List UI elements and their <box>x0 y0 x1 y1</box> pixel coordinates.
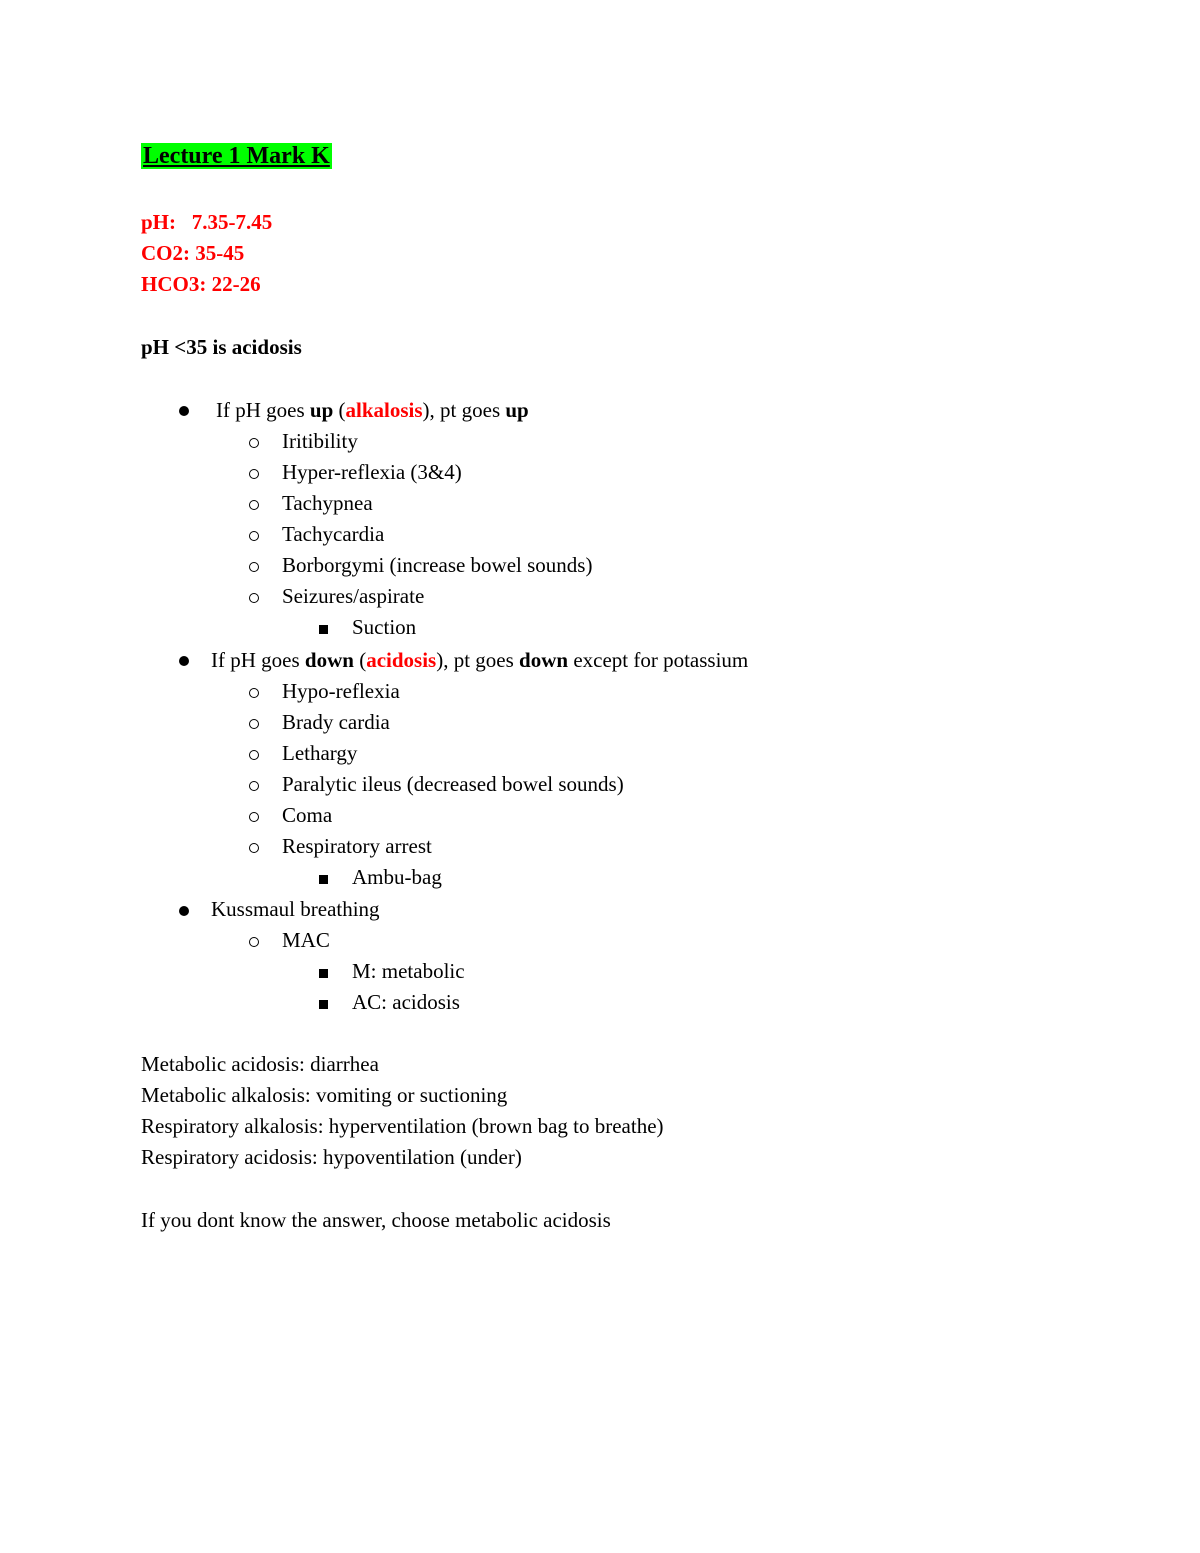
title-line <box>141 143 332 169</box>
sub-item: Brady cardia <box>282 710 390 734</box>
text-up: up <box>505 398 529 422</box>
page-title: Lecture 1 Mark K <box>143 143 330 169</box>
text-down: down <box>304 648 354 672</box>
sub-item: MAC <box>282 928 330 952</box>
sub-bullet-circle-icon <box>249 531 259 541</box>
sub-item: Tachycardia <box>282 522 385 546</box>
text-segment: ( <box>333 398 346 422</box>
sub-bullet-circle-icon <box>249 781 259 791</box>
bullet-kussmaul: Kussmaul breathing <box>211 897 380 921</box>
sub-bullet-circle-icon <box>249 719 259 729</box>
sub-bullet-circle-icon <box>249 812 259 822</box>
text-acidosis: acidosis <box>366 648 437 672</box>
sub-sub-bullet-square-icon <box>319 1000 328 1009</box>
bullet-disc-icon <box>179 406 189 416</box>
sub-bullet-circle-icon <box>249 469 259 479</box>
sub-sub-bullet-square-icon <box>319 875 328 884</box>
sub-item: Hypo-reflexia <box>282 679 400 703</box>
sub-item: Respiratory arrest <box>282 834 432 858</box>
sub-bullet-circle-icon <box>249 562 259 572</box>
sub-sub-item: Ambu-bag <box>352 865 442 889</box>
sub-item: Hyper-reflexia (3&4) <box>282 460 462 484</box>
sub-sub-bullet-square-icon <box>319 969 328 978</box>
text-alkalosis: alkalosis <box>345 398 423 422</box>
cause-line: Respiratory alkalosis: hyperventilation (brown bag to breathe) <box>141 1114 664 1138</box>
text-segment: except for potassium <box>568 648 749 672</box>
ph-range: pH: 7.35-7.45 <box>141 210 273 234</box>
bullet-disc-icon <box>179 906 189 916</box>
sub-bullet-circle-icon <box>249 937 259 947</box>
co2-range: CO2: 35-45 <box>141 241 245 265</box>
sub-sub-item: M: metabolic <box>352 959 465 983</box>
bullet-acidosis <box>211 647 748 673</box>
sub-bullet-circle-icon <box>249 500 259 510</box>
text-segment: ( <box>353 648 367 672</box>
cause-line: Respiratory acidosis: hypoventilation (under) <box>141 1145 522 1169</box>
sub-item: Lethargy <box>282 741 358 765</box>
sub-item: Seizures/aspirate <box>282 584 425 608</box>
sub-item: Coma <box>282 803 333 827</box>
text-segment: If pH goes <box>211 648 305 672</box>
sub-item: Borborgymi (increase bowel sounds) <box>282 553 593 577</box>
sub-item: Iritibility <box>282 429 358 453</box>
text-segment: ), pt goes <box>422 398 506 422</box>
text-up: up <box>309 398 334 422</box>
sub-bullet-circle-icon <box>249 438 259 448</box>
text-down: down <box>519 648 569 672</box>
sub-item: Paralytic ileus (decreased bowel sounds) <box>282 772 624 796</box>
tip-line: If you dont know the answer, choose metabolic acidosis <box>141 1208 611 1232</box>
sub-sub-item: AC: acidosis <box>352 990 460 1014</box>
sub-item: Tachypnea <box>282 491 373 515</box>
sub-bullet-circle-icon <box>249 688 259 698</box>
sub-bullet-circle-icon <box>249 843 259 853</box>
text-segment: ), pt goes <box>436 648 520 672</box>
cause-line: Metabolic alkalosis: vomiting or suctioning <box>141 1083 508 1107</box>
text-segment: If pH goes <box>216 398 310 422</box>
cause-line: Metabolic acidosis: diarrhea <box>141 1052 379 1076</box>
sub-sub-item: Suction <box>352 615 417 639</box>
bullet-disc-icon <box>179 656 189 666</box>
sub-sub-bullet-square-icon <box>319 625 328 634</box>
sub-bullet-circle-icon <box>249 593 259 603</box>
acidosis-rule: pH <35 is acidosis <box>141 335 302 359</box>
sub-bullet-circle-icon <box>249 750 259 760</box>
bullet-alkalosis <box>216 397 529 423</box>
hco3-range: HCO3: 22-26 <box>141 272 261 296</box>
